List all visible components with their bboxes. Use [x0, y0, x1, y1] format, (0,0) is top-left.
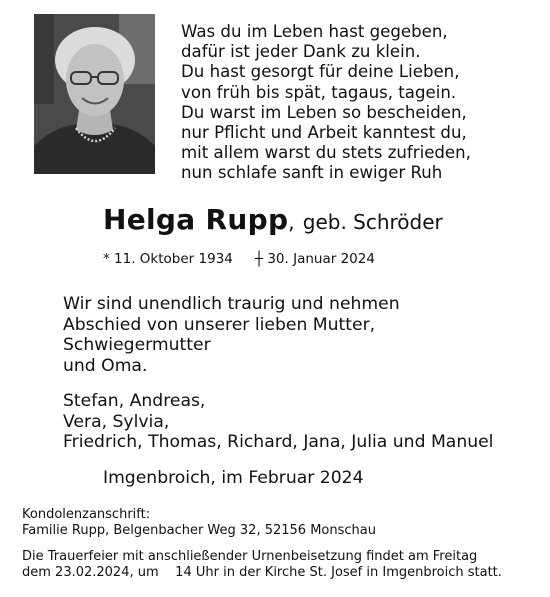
message-line: Wir sind unendlich traurig und nehmen — [63, 294, 400, 314]
message-line: Abschied von unserer lieben Mutter, — [63, 314, 376, 335]
place-and-date: Imgenbroich, im Februar 2024 — [103, 468, 364, 488]
poem-line: Du warst im Leben so bescheiden, — [181, 102, 467, 122]
condolence-address — [22, 507, 376, 539]
portrait-photo — [34, 14, 155, 174]
deceased-name-row — [103, 203, 443, 236]
poem-line: mit allem warst du stets zufrieden, — [181, 143, 471, 163]
death-date: 30. Januar 2024 — [267, 251, 375, 267]
mourning-message — [63, 294, 400, 376]
poem-line: nun schlafe sanft in ewiger Ruh — [181, 163, 443, 183]
funeral-line: dem 23.02.2024, um 14 Uhr in der Kirche St. Josef in Imgenbroich statt. — [22, 565, 502, 580]
life-dates — [103, 251, 375, 267]
condolence-address-line: Familie Rupp, Belgenbacher Weg 32, 52156 Monschau — [22, 523, 376, 538]
funeral-line: Die Trauerfeier mit anschließender Urnenbeisetzung findet am Freitag — [22, 549, 478, 564]
mourners-line: Friedrich, Thomas, Richard, Jana, Julia und Manuel — [63, 432, 494, 452]
message-line: und Oma. — [63, 355, 148, 376]
funeral-info — [22, 549, 502, 581]
memorial-poem — [181, 22, 541, 184]
message-line: Schwiegermutter — [63, 335, 211, 355]
poem-line: von früh bis spät, tagaus, tagein. — [181, 82, 457, 102]
mourners-line: Stefan, Andreas, — [63, 391, 206, 411]
mourners-list — [63, 391, 493, 453]
portrait-image — [34, 14, 155, 174]
mourners-line: Vera, Sylvia, — [63, 411, 170, 432]
condolence-label: Kondolenzanschrift: — [22, 507, 151, 522]
name-separator: , — [288, 210, 295, 234]
birth-date: 11. Oktober 1934 — [114, 251, 233, 267]
birth-star-icon: * — [103, 251, 110, 267]
poem-line: Du hast gesorgt für deine Lieben, — [181, 62, 460, 82]
poem-line: Was du im Leben hast gegeben, — [181, 22, 448, 41]
poem-line: nur Pflicht und Arbeit kanntest du, — [181, 123, 467, 143]
deceased-name: Helga Rupp — [103, 203, 289, 236]
cross-icon: ┼ — [254, 251, 264, 267]
birth-name: geb. Schröder — [302, 210, 443, 234]
poem-line: dafür ist jeder Dank zu klein. — [181, 42, 421, 62]
